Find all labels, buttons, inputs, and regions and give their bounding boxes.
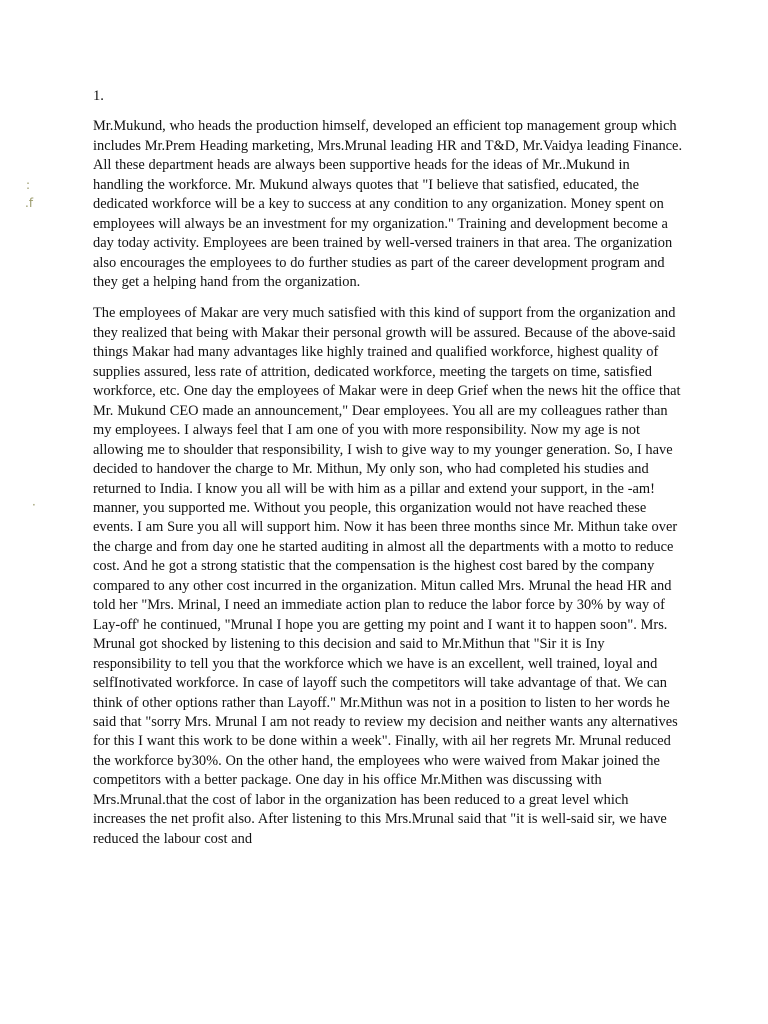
margin-mark: · [32, 498, 36, 512]
margin-mark: .f [25, 196, 34, 210]
paragraph-1: Mr.Mukund, who heads the production himself, developed an efficient top management group which includes Mr.Prem Heading marketing, Mrs.Mrunal leading HR and T&D, Mr.Vaidya leading Finance. All these department heads are always been supportive heads for the ideas of Mr..Mukund in handling the workforce. Mr. Mukund always quotes that "I believe that satisfied, educated, the dedicated workforce will be a key to success at any condition to any organization. Money spent on employees will always be an investment for my organization." Training and development become a day today activity. Employees are been trained by well-versed trainers in that area. The organization also encourages the employees to do further studies as part of the career development program and they get a helping hand from the organization. [93, 118, 683, 291]
margin-mark: : [26, 178, 31, 192]
paragraph-2: The employees of Makar are very much satisfied with this kind of support from the organization and they realized that being with Makar their personal growth will be assured. Because of the above-said things Makar had many advantages like highly trained and qualified workforce, highest quality of supplies assured, less rate of attrition, dedicated workforce, meeting the targets on time, satisfied workforce, etc. One day the employees of Makar were in deep Grief when the news hit the office that Mr. Mukund CEO made an announcement," Dear employees. You all are my colleagues rather than my employees. I always feel that I am one of you with more responsibility. Now my age is not allowing me to shoulder that responsibility, I wish to give way to my younger generation. So, I have decided to handover the charge to Mr. Mithun, My only son, who had completed his studies and returned to India. I know you all will be with him as a pillar and extend your support, in the -am! manner, you supported me. Without you people, this organization would not have reached these events. I am Sure you all will support him. Now it has been three months since Mr. Mithun take over the charge and from day one he started auditing in almost all the departments with a motto to reduce cost. And he got a strong statistic that the compensation is the highest cost bared by the company compared to any other cost incurred in the organization. Mitun called Mrs. Mrunal the head HR and told her "Mrs. Mrinal, I need an immediate action plan to reduce the labor force by 30% by way of Lay-off' he continued, "Mrunal I hope you are getting my point and I want it to happen soon". Mrs. Mrunal got shocked by listening to this decision and said to Mr.Mithun that "Sir it is Iny responsibility to tell you that the workforce which we have is an excellent, well trained, loyal and selfInotivated workforce. In case of layoff such the competitors will take advantage of that. We can think of other options rather than Layoff." Mr.Mithun was not in a position to listen to her words he said that "sorry Mrs. Mrunal I am not ready to review my decision and neither wants any alternatives for this I want this work to be done within a week". Finally, with ail her regrets Mr. Mrunal reduced the workforce by30%. On the other hand, the employees who were waived from Makar joined the competitors with a better package. One day in his office Mr.Mithen was discussing with Mrs.Mrunal.that the cost of labor in the organization has been reduced to a great level which increases the net profit also. After listening to this Mrs.Mrunal said that "it is well-said sir, we have reduced the labour cost and [93, 305, 681, 847]
section-number: 1. [93, 88, 104, 104]
document-page [93, 87, 683, 861]
